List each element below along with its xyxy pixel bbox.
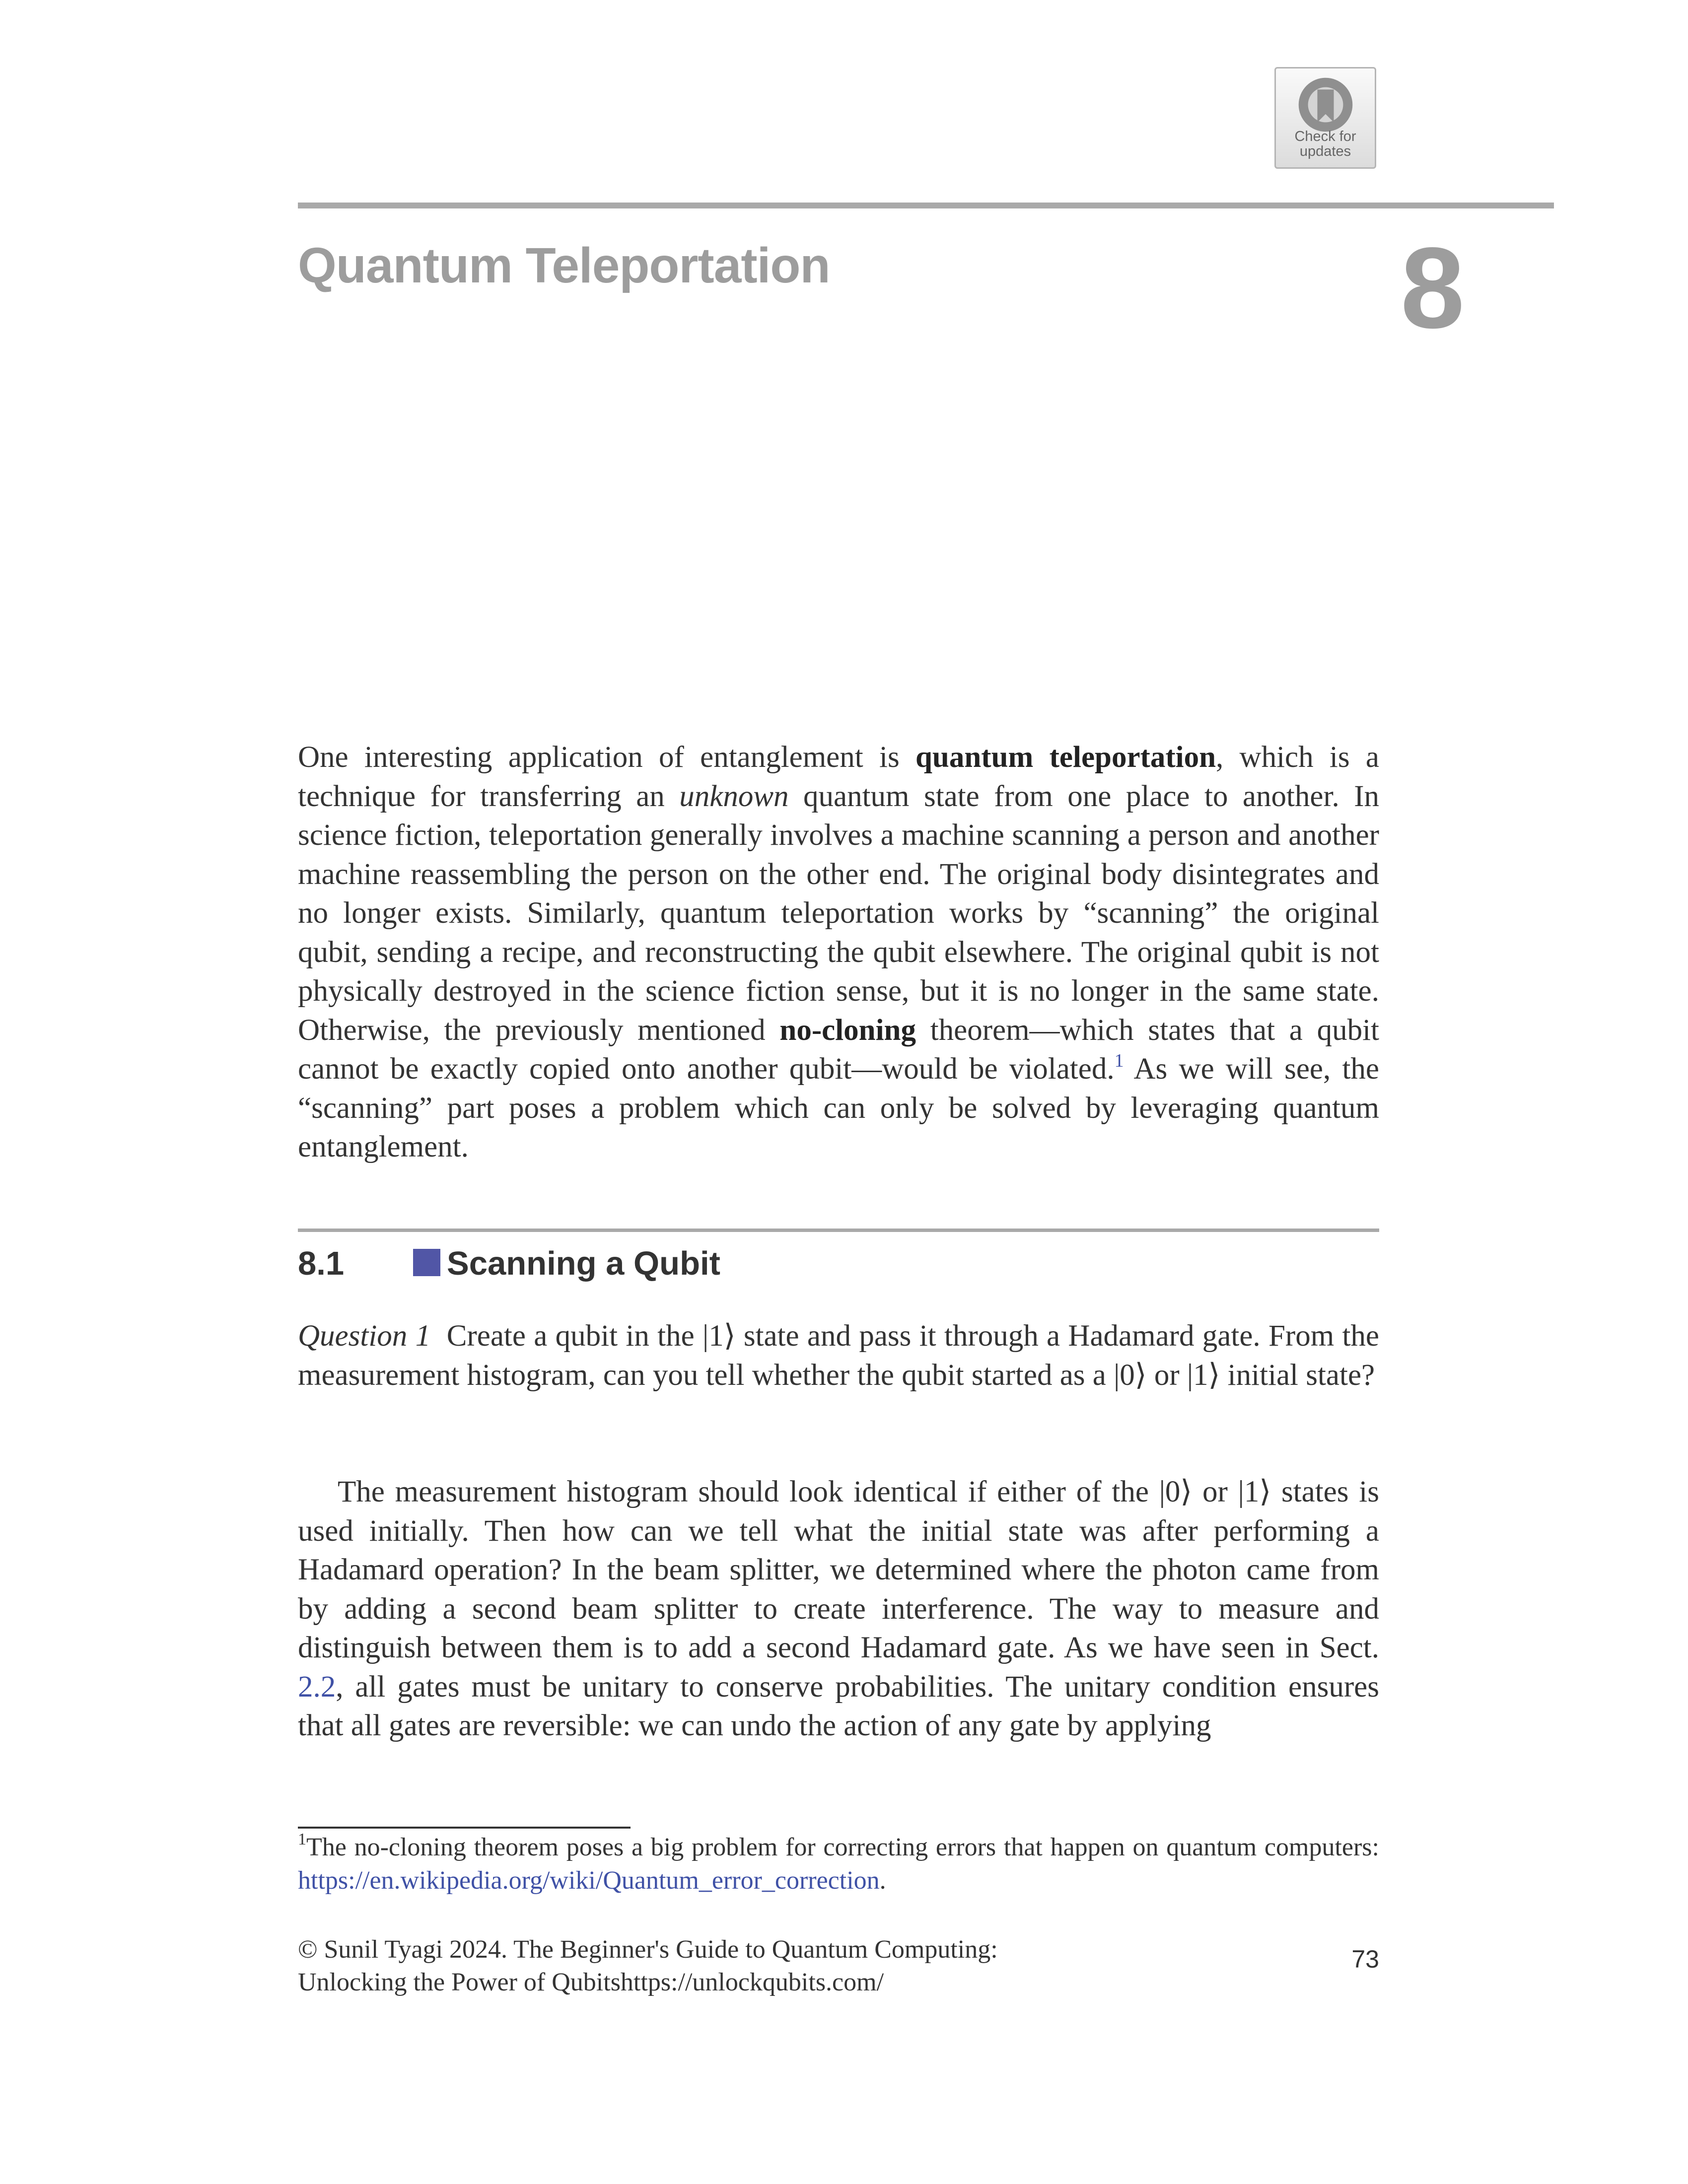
- section-square-marker: [413, 1249, 440, 1276]
- badge-label-line2: updates: [1299, 143, 1351, 159]
- question-paragraph: [298, 1317, 1387, 1395]
- copyright-notice: [298, 1933, 1291, 1999]
- footnote: [298, 1831, 1379, 1897]
- intro-italic-unknown: unknown: [679, 779, 789, 813]
- intro-bold-no-cloning: no-cloning: [779, 1013, 916, 1047]
- chapter-top-rule: [298, 203, 1554, 208]
- chapter-title: Quantum Teleportation: [298, 238, 830, 293]
- badge-label-line1: Check for: [1294, 129, 1356, 144]
- intro-text-2: , which is a technique for transferring an: [298, 741, 1379, 813]
- section-title: Scanning a Qubit: [447, 1245, 720, 1282]
- intro-text-1: One interesting application of entanglement is: [298, 741, 915, 774]
- intro-text-5: As we will see, the “scanning” part poses a problem which can only be solved by leveraging quantum entanglement.: [298, 1052, 1380, 1163]
- chapter-number: 8: [1400, 224, 1465, 352]
- crossmark-icon: [1296, 75, 1355, 134]
- intro-bold-quantum-teleportation: quantum teleportation: [915, 741, 1216, 774]
- copyright-line1: © Sunil Tyagi 2024. The Beginner's Guide to Quantum Computing:: [298, 1935, 998, 1964]
- footnote-end: .: [879, 1866, 886, 1895]
- question-label: Question 1: [298, 1319, 431, 1353]
- body-text-2: , all gates must be unitary to conserve probabilities. The unitary condition ensures that all gates are reversible: we can undo the action of any gate by applying: [298, 1670, 1379, 1742]
- footnote-marker: 1: [298, 1830, 306, 1848]
- question-text: Create a qubit in the |1⟩ state and pass it through a Hadamard gate. From the measurement histogram, can you tell whether the qubit started as a |0⟩ or |1⟩ initial state?: [298, 1319, 1387, 1392]
- badge-label: [1276, 129, 1375, 159]
- footnote-text: The no-cloning theorem poses a big problem for correcting errors that happen on quantum computers:: [306, 1833, 1379, 1861]
- intro-text-3: quantum state from one place to another. In science fiction, teleportation generally involves a machine scanning a person and another machine reassembling the person on the other end. The original body disintegrates and no longer exists. Similarly, quantum teleportation works by “scanning” the original qubit, sending a recipe, and reconstructing the qubit elsewhere. The original qubit is not physically destroyed in the science fiction sense, but it is no longer in the same state. Otherwise, the previously mentioned: [298, 779, 1380, 1047]
- footnote-ref-link[interactable]: 1: [1114, 1050, 1124, 1071]
- section-number: 8.1: [298, 1245, 345, 1282]
- body-paragraph: [298, 1473, 1379, 1746]
- check-for-updates-badge[interactable]: [1274, 67, 1376, 169]
- copyright-line2: Unlocking the Power of Qubitshttps://unlockqubits.com/: [298, 1968, 884, 1996]
- intro-paragraph: [298, 738, 1379, 1167]
- body-text-1: The measurement histogram should look identical if either of the |0⟩ or |1⟩ states is used initially. Then how can we tell what the initial state was after performing a Hadamard operation? In the beam splitter, we determined where the photon came from by adding a second beam splitter to create interference. The way to measure and distinguish between them is to add a second Hadamard gate. As we have seen in Sect.: [298, 1475, 1379, 1664]
- page-number: 73: [1351, 1945, 1379, 1973]
- intro-text-4: theorem—which states that a qubit cannot be exactly copied onto another qubit—would be violated.: [298, 1013, 1379, 1086]
- section-reference-link[interactable]: 2.2: [298, 1670, 336, 1704]
- section-rule: [298, 1228, 1379, 1232]
- footnote-url-link[interactable]: https://en.wikipedia.org/wiki/Quantum_error_correction: [298, 1866, 880, 1895]
- footnote-rule: [298, 1827, 631, 1829]
